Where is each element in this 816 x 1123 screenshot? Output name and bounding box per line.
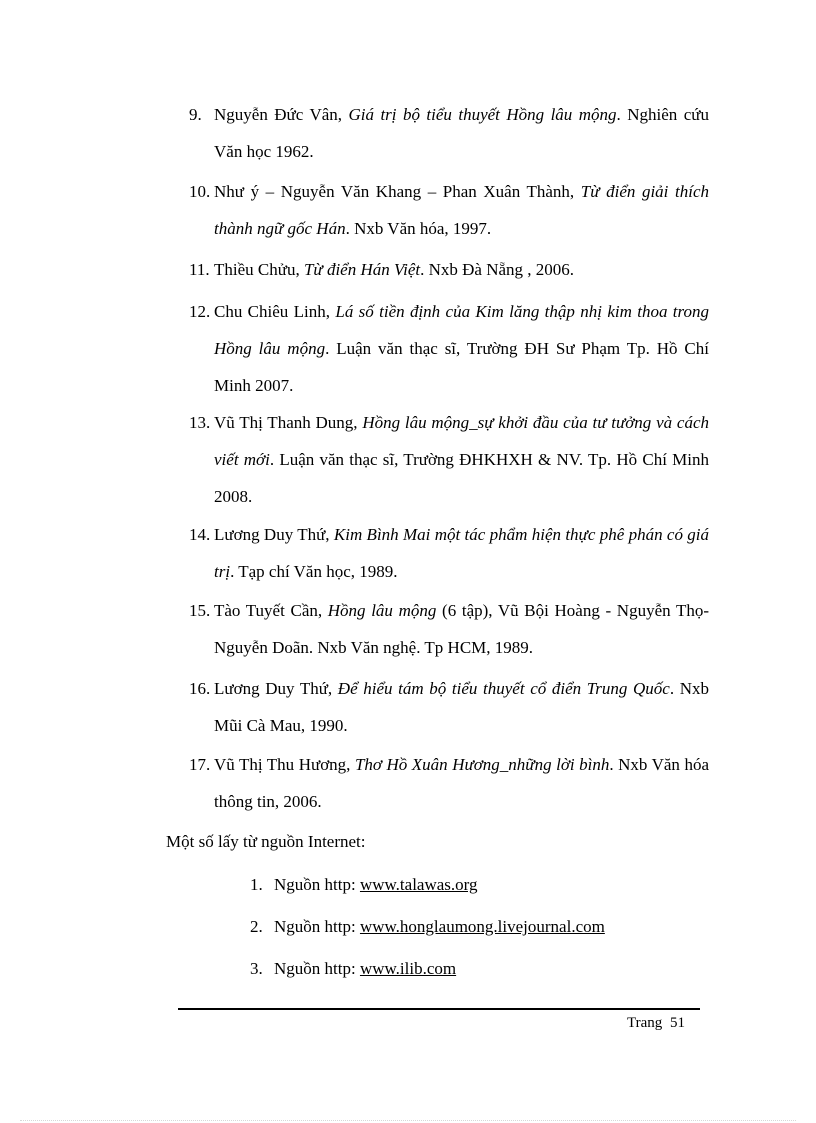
reference-item-17 [189, 746, 709, 820]
internet-source-link[interactable]: www.talawas.org [359, 875, 478, 894]
footer-divider [178, 1008, 700, 1010]
reference-author: Tào Tuyết Cần, [214, 601, 328, 620]
reference-publisher: . Nghiên cứu Văn học 1962. [214, 105, 709, 161]
reference-publisher: . Luận văn thạc sĩ, Trường ĐH Sư Phạm Tp. Hồ Chí Minh 2007. [214, 339, 709, 395]
reference-number: 10. [189, 182, 211, 201]
reference-title: Để hiểu tám bộ tiểu thuyết cổ điển Trung Quốc [337, 679, 670, 698]
reference-publisher: . Tạp chí Văn học, 1989. [230, 562, 398, 581]
reference-item-14 [189, 516, 709, 590]
reference-number: 16. [189, 679, 211, 698]
reference-title: Thơ Hồ Xuân Hương_những lời bình [354, 755, 610, 774]
reference-item-11 [189, 251, 709, 288]
internet-source-prefix: Nguồn http: [274, 959, 360, 978]
reference-publisher: . Nxb Văn hóa thông tin, 2006. [214, 755, 709, 811]
internet-source-link[interactable]: www.honglaumong.livejournal.com [359, 917, 605, 936]
reference-author: Thiều Chửu, [214, 260, 304, 279]
reference-author: Lương Duy Thứ, [214, 525, 334, 544]
reference-number: 9. [189, 105, 202, 124]
reference-title: Kim Bình Mai một tác phẩm hiện thực phê phán có giá trị [214, 525, 709, 581]
reference-number: 11. [189, 260, 210, 279]
internet-source-prefix: Nguồn http: [274, 875, 360, 894]
reference-item-16 [189, 670, 709, 744]
reference-author: Chu Chiêu Linh, [214, 302, 336, 321]
internet-sources-heading: Một số lấy từ nguồn Internet: [166, 832, 366, 851]
reference-number: 14. [189, 525, 211, 544]
page-number: 51 [670, 1015, 686, 1031]
internet-source-item-1 [250, 871, 478, 899]
internet-source-prefix: Nguồn http: [274, 917, 360, 936]
internet-source-item-3 [250, 955, 456, 983]
reference-title: Giá trị bộ tiểu thuyết Hồng lâu mộng [348, 105, 617, 124]
reference-item-10 [189, 173, 709, 247]
reference-publisher: . Luận văn thạc sĩ, Trường ĐHKHXH & NV. Tp. Hồ Chí Minh 2008. [214, 450, 709, 506]
internet-source-number: 3. [250, 959, 263, 978]
reference-item-13 [189, 404, 709, 515]
reference-title: Hồng lâu mộng [327, 601, 437, 620]
reference-publisher: . Nxb Văn hóa, 1997. [345, 219, 492, 238]
reference-author: Lương Duy Thứ, [214, 679, 338, 698]
reference-item-12 [189, 293, 709, 404]
internet-source-link[interactable]: www.ilib.com [359, 959, 457, 978]
reference-number: 17. [189, 755, 211, 774]
page-label: Trang [627, 1015, 663, 1031]
reference-publisher: (6 tập), Vũ Bội Hoàng - Nguyễn Thọ- Nguyễn Doãn. Nxb Văn nghệ. Tp HCM, 1989. [214, 601, 710, 657]
reference-publisher: . Nxb Mũi Cà Mau, 1990. [214, 679, 709, 735]
reference-item-15 [189, 592, 709, 666]
reference-author: Vũ Thị Thu Hương, [214, 755, 355, 774]
page-footer [627, 1015, 685, 1032]
reference-title: Lá số tiền định của Kim lăng thập nhị kim thoa trong Hồng lâu mộng [214, 302, 709, 358]
reference-number: 15. [189, 601, 211, 620]
internet-source-number: 1. [250, 875, 263, 894]
reference-title: Từ điển giải thích thành ngữ gốc Hán [214, 182, 709, 238]
reference-author: Như ý – Nguyễn Văn Khang – Phan Xuân Thành, [214, 182, 581, 201]
reference-number: 12. [189, 302, 211, 321]
reference-publisher: . Nxb Đà Nẵng , 2006. [420, 260, 575, 279]
reference-author: Nguyễn Đức Vân, [214, 105, 349, 124]
page-edge-divider [20, 1120, 796, 1121]
internet-source-number: 2. [250, 917, 263, 936]
reference-author: Vũ Thị Thanh Dung, [214, 413, 363, 432]
reference-item-9 [189, 96, 709, 170]
reference-number: 13. [189, 413, 211, 432]
reference-title: Hồng lâu mộng_sự khởi đầu của tư tưởng và cách viết mới [214, 413, 709, 469]
reference-title: Từ điển Hán Việt [303, 260, 421, 279]
internet-source-item-2 [250, 913, 605, 941]
